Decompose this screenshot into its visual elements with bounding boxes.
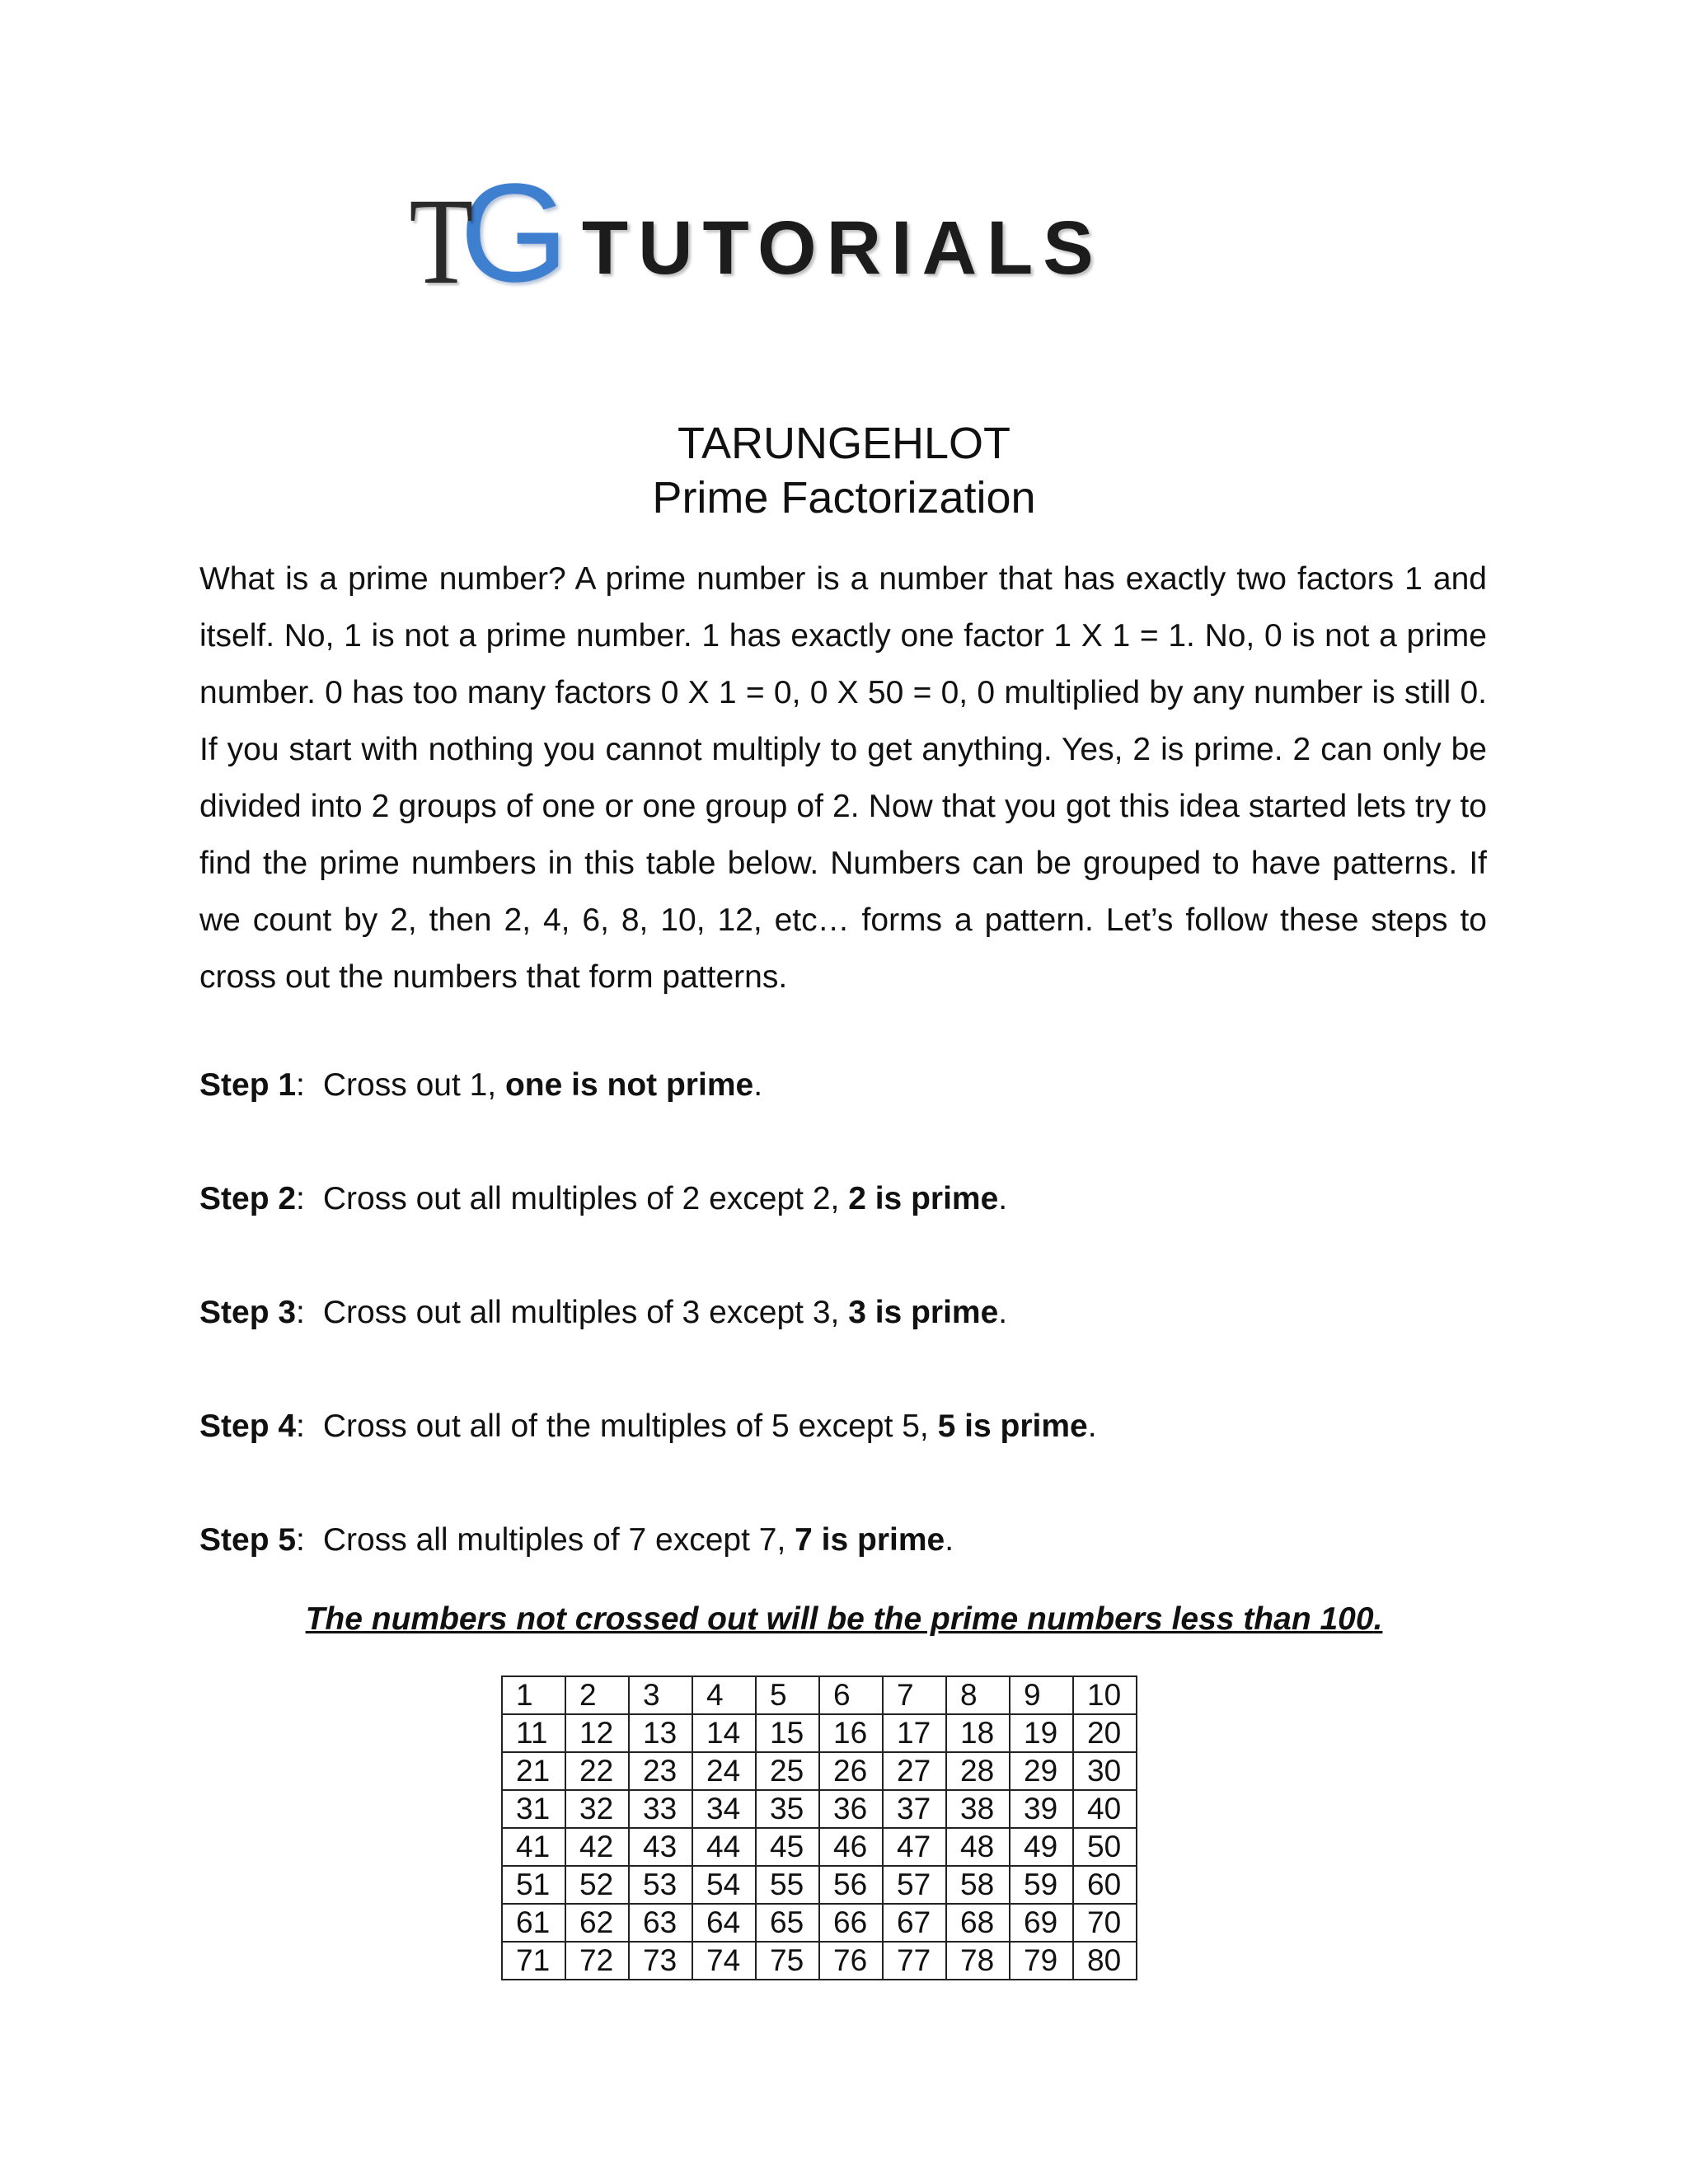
step-emphasis: 5 is prime (937, 1408, 1088, 1444)
grid-cell: 50 (1073, 1828, 1137, 1866)
grid-cell: 36 (819, 1790, 883, 1828)
grid-cell: 46 (819, 1828, 883, 1866)
grid-cell: 26 (819, 1752, 883, 1790)
grid-cell: 19 (1010, 1714, 1073, 1752)
grid-row (502, 1790, 1137, 1828)
grid-cell: 47 (883, 1828, 946, 1866)
grid-cell: 68 (946, 1904, 1010, 1942)
grid-cell: 64 (692, 1904, 756, 1942)
step-emphasis: 7 is prime (795, 1522, 945, 1558)
grid-cell: 11 (502, 1714, 565, 1752)
grid-cell: 12 (565, 1714, 629, 1752)
grid-cell: 34 (692, 1790, 756, 1828)
step-end: . (1087, 1408, 1097, 1444)
step-text: Cross out all multiples of 2 except 2, (322, 1181, 849, 1216)
grid-cell: 24 (692, 1752, 756, 1790)
grid-row (502, 1904, 1137, 1942)
step-5: Step 5: Cross all multiples of 7 except 7, 7 is prime. (199, 1522, 954, 1558)
step-text: Cross out 1, (322, 1067, 505, 1103)
grid-cell: 59 (1010, 1866, 1073, 1904)
logo-letter-t: T (409, 172, 470, 310)
step-text: Cross all multiples of 7 except 7, (322, 1522, 795, 1558)
grid-cell: 80 (1073, 1942, 1137, 1980)
step-3: Step 3: Cross out all multiples of 3 except 3, 3 is prime. (199, 1295, 1008, 1330)
grid-cell: 57 (883, 1866, 946, 1904)
grid-row (502, 1942, 1137, 1980)
grid-cell: 51 (502, 1866, 565, 1904)
grid-cell: 17 (883, 1714, 946, 1752)
number-grid (501, 1675, 1137, 1980)
grid-cell: 9 (1010, 1676, 1073, 1714)
grid-cell: 43 (629, 1828, 692, 1866)
step-4: Step 4: Cross out all of the multiples of 5 except 5, 5 is prime. (199, 1408, 1097, 1444)
grid-cell: 30 (1073, 1752, 1137, 1790)
step-label: Step 1 (199, 1067, 297, 1103)
logo-letter-g: G (459, 154, 569, 312)
grid-row (502, 1676, 1137, 1714)
step-end: . (945, 1522, 954, 1558)
grid-cell: 8 (946, 1676, 1010, 1714)
grid-cell: 6 (819, 1676, 883, 1714)
grid-cell: 70 (1073, 1904, 1137, 1942)
page-title: Prime Factorization (652, 473, 1036, 523)
grid-cell: 54 (692, 1866, 756, 1904)
grid-cell: 61 (502, 1904, 565, 1942)
grid-cell: 31 (502, 1790, 565, 1828)
step-2: Step 2: Cross out all multiples of 2 except 2, 2 is prime. (199, 1181, 1008, 1216)
grid-cell: 25 (756, 1752, 819, 1790)
grid-cell: 40 (1073, 1790, 1137, 1828)
grid-cell: 27 (883, 1752, 946, 1790)
tg-tutorials-logo (404, 154, 1311, 313)
grid-cell: 5 (756, 1676, 819, 1714)
grid-cell: 7 (883, 1676, 946, 1714)
grid-row (502, 1866, 1137, 1904)
grid-cell: 62 (565, 1904, 629, 1942)
grid-cell: 63 (629, 1904, 692, 1942)
grid-cell: 21 (502, 1752, 565, 1790)
grid-cell: 75 (756, 1942, 819, 1980)
grid-cell: 41 (502, 1828, 565, 1866)
grid-cell: 22 (565, 1752, 629, 1790)
grid-cell: 69 (1010, 1904, 1073, 1942)
grid-cell: 2 (565, 1676, 629, 1714)
grid-cell: 38 (946, 1790, 1010, 1828)
grid-cell: 71 (502, 1942, 565, 1980)
grid-cell: 76 (819, 1942, 883, 1980)
grid-cell: 39 (1010, 1790, 1073, 1828)
grid-cell: 60 (1073, 1866, 1137, 1904)
step-emphasis: one is not prime (504, 1067, 754, 1103)
step-text: Cross out all of the multiples of 5 except 5, (322, 1408, 938, 1444)
number-grid-body (502, 1676, 1137, 1980)
grid-cell: 73 (629, 1942, 692, 1980)
grid-cell: 33 (629, 1790, 692, 1828)
grid-cell: 49 (1010, 1828, 1073, 1866)
grid-cell: 58 (946, 1866, 1010, 1904)
grid-cell: 16 (819, 1714, 883, 1752)
grid-cell: 4 (692, 1676, 756, 1714)
title-block (0, 416, 1688, 525)
grid-cell: 42 (565, 1828, 629, 1866)
grid-cell: 1 (502, 1676, 565, 1714)
grid-cell: 77 (883, 1942, 946, 1980)
grid-cell: 56 (819, 1866, 883, 1904)
grid-cell: 13 (629, 1714, 692, 1752)
grid-row (502, 1828, 1137, 1866)
grid-cell: 14 (692, 1714, 756, 1752)
intro-paragraph: What is a prime number? A prime number is a number that has exactly two factors 1 and itself. No, 1 is not a prime number. 1 has exactly one factor 1 X 1 = 1. No, 0 is not a prime number. 0 has too many factors 0 X 1 = 0, 0 X 50 = 0, 0 multiplied by any number is still 0. If you start with nothing you cannot multiply to get anything. Yes, 2 is prime. 2 can only be divided into 2 groups of one or one group of 2. Now that you got this idea started lets try to find the prime numbers in this table below. Numbers can be grouped to have patterns. If we count by 2, then 2, 4, 6, 8, 10, 12, etc… forms a pattern. Let’s follow these steps to cross out the numbers that form patterns. (199, 561, 1487, 995)
grid-cell: 48 (946, 1828, 1010, 1866)
step-label: Step 3 (199, 1295, 297, 1330)
grid-row (502, 1714, 1137, 1752)
grid-cell: 55 (756, 1866, 819, 1904)
grid-cell: 29 (1010, 1752, 1073, 1790)
conclusion-text: The numbers not crossed out will be the prime numbers less than 100 (305, 1601, 1374, 1637)
conclusion-end: . (1373, 1601, 1383, 1637)
step-end: . (753, 1067, 763, 1103)
grid-cell: 23 (629, 1752, 692, 1790)
grid-cell: 18 (946, 1714, 1010, 1752)
step-label: Step 5 (199, 1522, 297, 1558)
grid-cell: 10 (1073, 1676, 1137, 1714)
author-name: TARUNGEHLOT (677, 419, 1011, 468)
grid-cell: 44 (692, 1828, 756, 1866)
step-label: Step 4 (199, 1408, 297, 1444)
grid-cell: 67 (883, 1904, 946, 1942)
grid-cell: 72 (565, 1942, 629, 1980)
grid-cell: 32 (565, 1790, 629, 1828)
grid-cell: 52 (565, 1866, 629, 1904)
grid-cell: 74 (692, 1942, 756, 1980)
grid-cell: 65 (756, 1904, 819, 1942)
grid-cell: 28 (946, 1752, 1010, 1790)
logo-mark (404, 154, 569, 312)
grid-cell: 78 (946, 1942, 1010, 1980)
step-emphasis: 2 is prime (848, 1181, 999, 1216)
step-end: . (998, 1295, 1008, 1330)
step-text: Cross out all multiples of 3 except 3, (322, 1295, 849, 1330)
logo-wordmark: TUTORIALS (581, 206, 1104, 290)
step-label: Step 2 (199, 1181, 297, 1216)
grid-cell: 66 (819, 1904, 883, 1942)
grid-cell: 79 (1010, 1942, 1073, 1980)
grid-cell: 37 (883, 1790, 946, 1828)
step-end: . (998, 1181, 1008, 1216)
grid-cell: 15 (756, 1714, 819, 1752)
step-1: Step 1: Cross out 1, one is not prime. (199, 1067, 763, 1103)
grid-cell: 45 (756, 1828, 819, 1866)
grid-cell: 3 (629, 1676, 692, 1714)
step-emphasis: 3 is prime (848, 1295, 999, 1330)
grid-cell: 35 (756, 1790, 819, 1828)
grid-cell: 20 (1073, 1714, 1137, 1752)
grid-row (502, 1752, 1137, 1790)
grid-cell: 53 (629, 1866, 692, 1904)
conclusion-statement (0, 1599, 1688, 1640)
